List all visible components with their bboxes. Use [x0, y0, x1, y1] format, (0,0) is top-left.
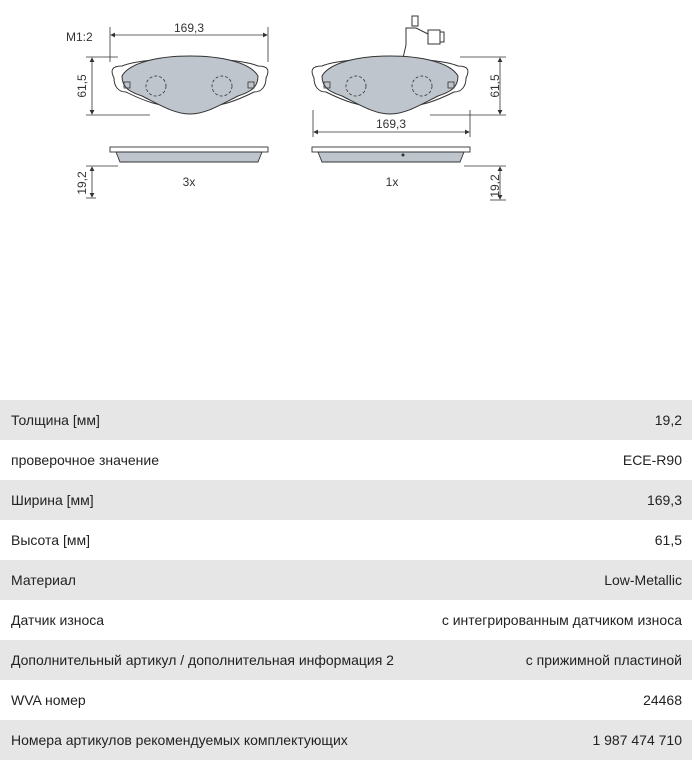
spec-label: Высота [мм]: [11, 532, 90, 548]
left-height-dimension: 61,5: [75, 74, 89, 98]
spec-row-test-value: [0, 440, 692, 480]
right-thickness-dimension: 19,2: [488, 174, 502, 198]
spec-label: WVA номер: [11, 692, 86, 708]
spec-row-wear-sensor: [0, 600, 692, 640]
spec-label: Номера артикулов рекомендуемых комплектующих: [11, 732, 348, 748]
spec-label: Дополнительный артикул / дополнительная информация 2: [11, 652, 394, 668]
spec-value: с прижимной пластиной: [525, 652, 682, 668]
spec-value: Low-Metallic: [604, 572, 682, 588]
right-height-dimension: 61,5: [488, 74, 502, 98]
spec-label: Датчик износа: [11, 612, 105, 628]
spec-value: с интегрированным датчиком износа: [441, 612, 682, 628]
spec-label: Ширина [мм]: [11, 492, 94, 508]
right-quantity: 1x: [385, 175, 399, 189]
spec-label: Материал: [11, 572, 76, 588]
left-thickness-dimension: 19,2: [75, 171, 89, 195]
spec-row-material: [0, 560, 692, 600]
spec-value: 169,3: [646, 492, 682, 508]
right-width-dimension: 169,3: [375, 117, 407, 131]
left-width-dimension: 169,3: [173, 21, 205, 35]
right-pad-side-view: [312, 147, 506, 200]
spec-label: проверочное значение: [11, 452, 160, 468]
left-pad-side-view: [75, 147, 268, 198]
spec-row-height: [0, 520, 692, 560]
right-pad-top-view: [312, 16, 506, 137]
spec-row-thickness: [0, 400, 692, 440]
left-quantity: 3x: [182, 175, 196, 189]
spec-row-recommended-parts: [0, 720, 692, 760]
specifications-table: [0, 400, 692, 760]
left-pad-top-view: [75, 21, 268, 115]
spec-value: ECE-R90: [622, 452, 682, 468]
spec-value: 1 987 474 710: [592, 732, 682, 748]
spec-row-additional-info: [0, 640, 692, 680]
spec-row-wva-number: [0, 680, 692, 720]
spec-label: Толщина [мм]: [11, 412, 100, 428]
spec-value: 61,5: [654, 532, 682, 548]
spec-value: 19,2: [654, 412, 682, 428]
spec-row-width: [0, 480, 692, 520]
spec-value: 24468: [643, 692, 682, 708]
scale-label: M1:2: [66, 30, 93, 44]
